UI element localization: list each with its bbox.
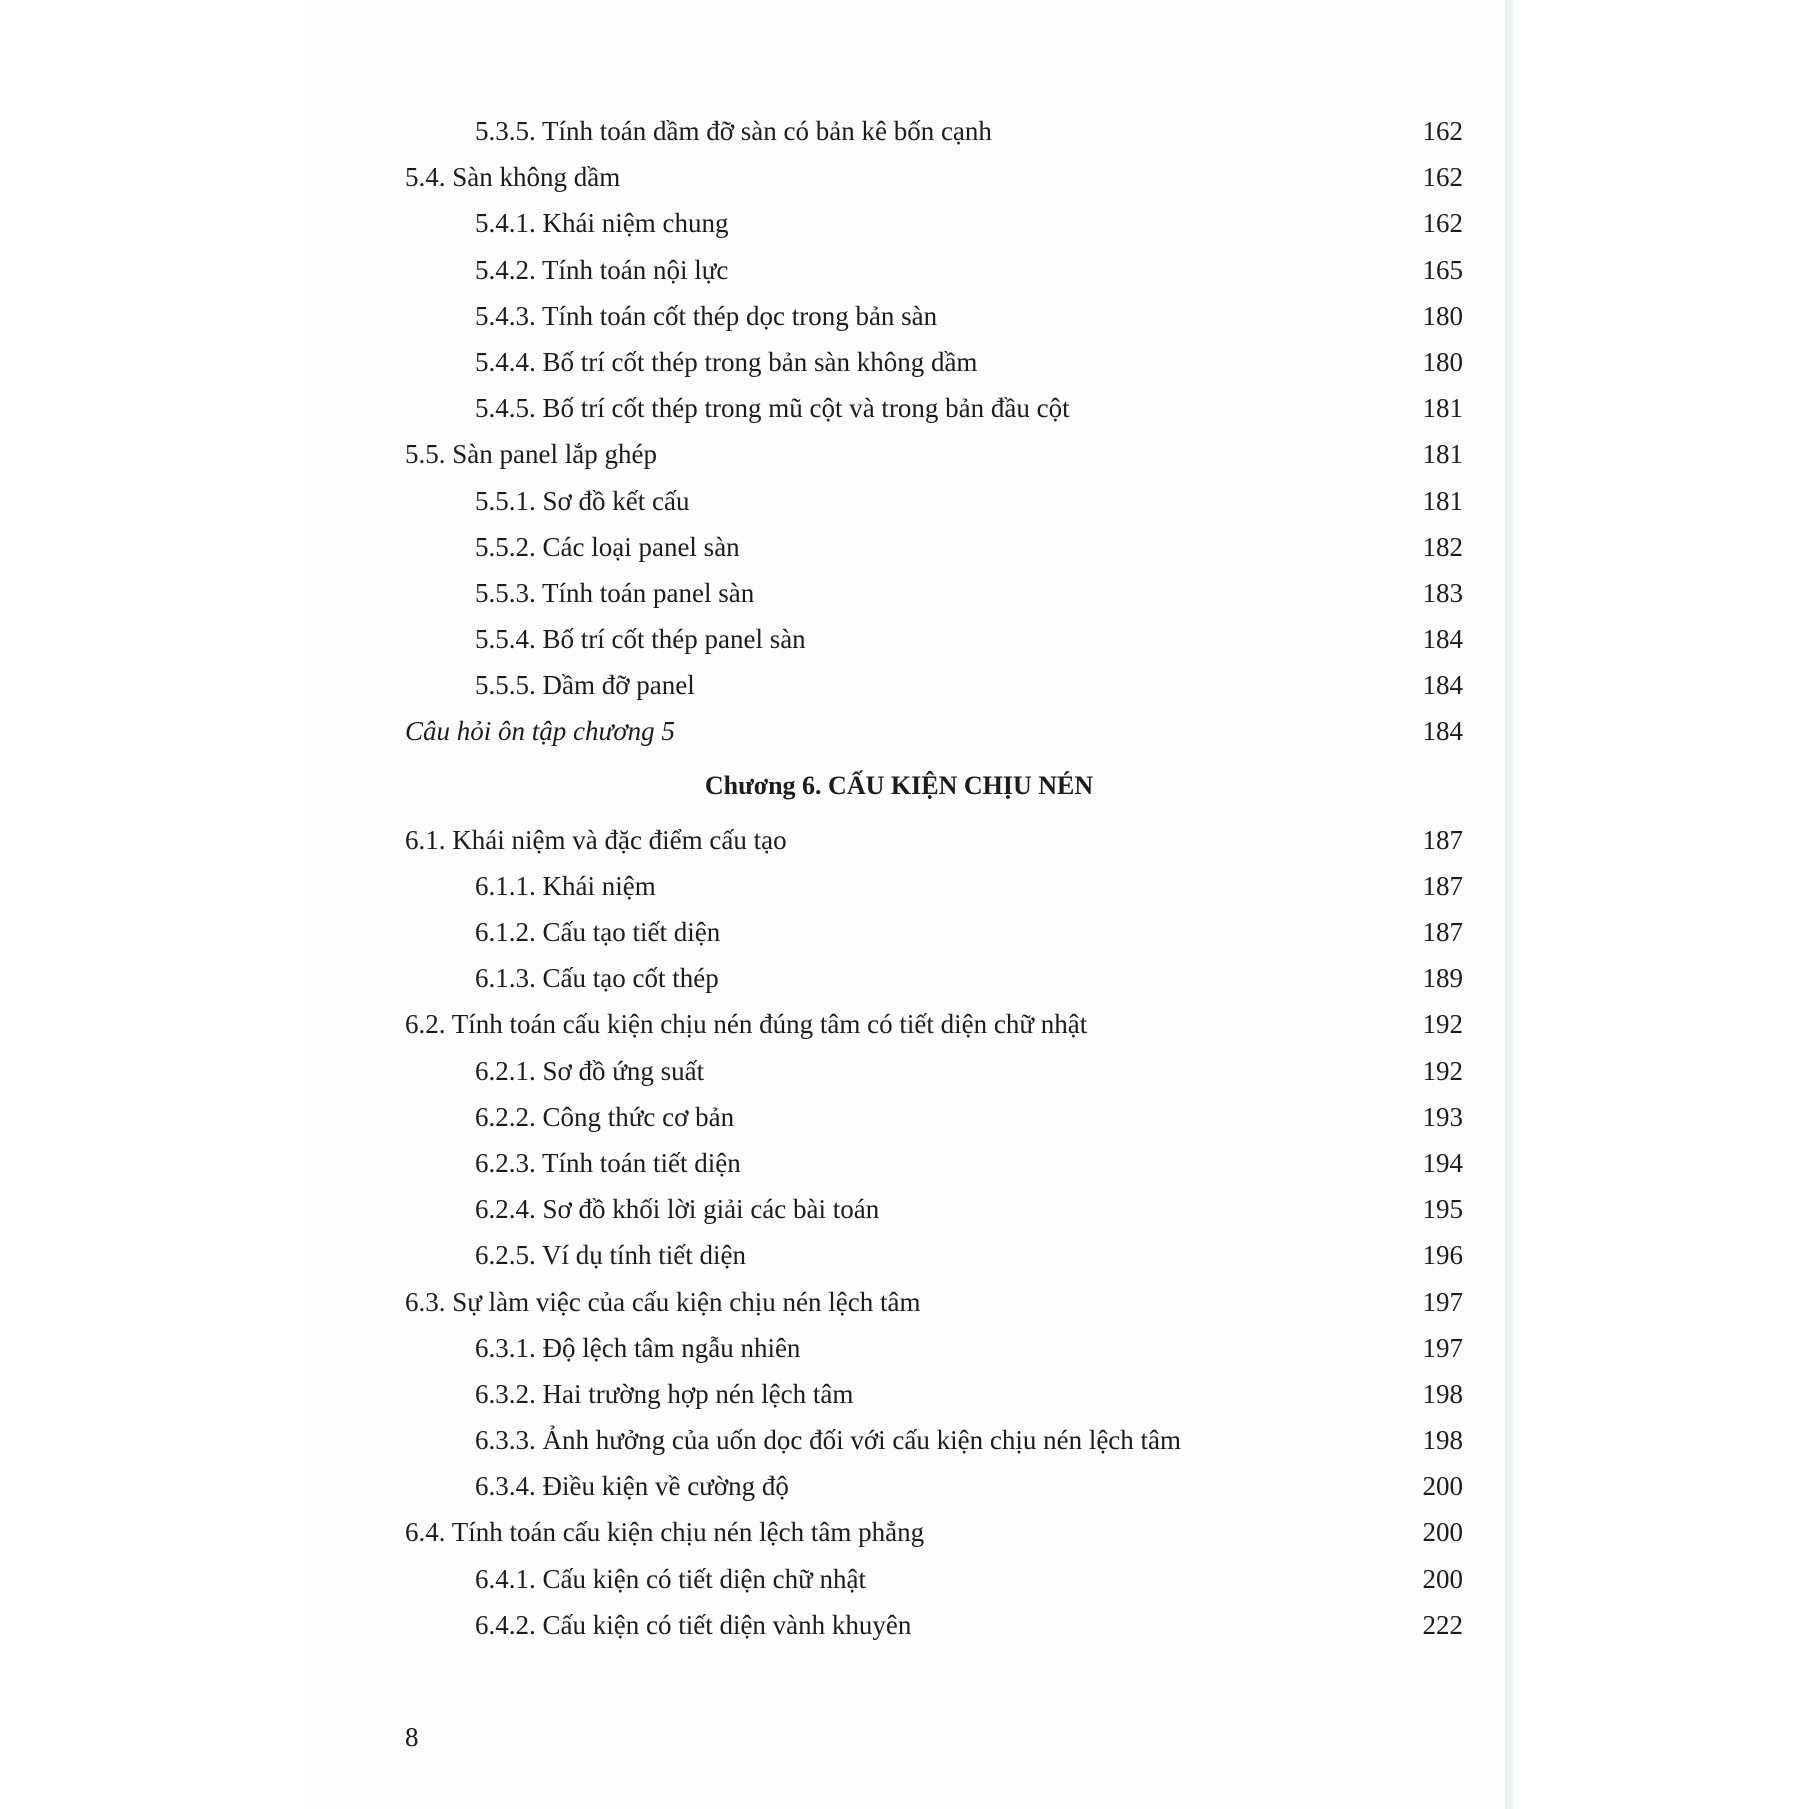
toc-entry <box>405 570 1463 616</box>
toc-entry <box>405 1140 1463 1186</box>
toc-entry-page: 200 <box>1422 1563 1463 1594</box>
toc-entry <box>405 817 1463 863</box>
toc-entry-page: 197 <box>1422 1286 1463 1317</box>
toc-entry-page: 162 <box>1422 208 1463 239</box>
toc-entry <box>405 1463 1463 1509</box>
toc-entry-label: 5.5.4. Bố trí cốt thép panel sàn <box>475 624 806 655</box>
toc-entry-page: 182 <box>1422 531 1463 562</box>
toc-entry <box>405 339 1463 385</box>
toc-entry <box>405 1371 1463 1417</box>
toc-entry-label: 6.3.1. Độ lệch tâm ngẫu nhiên <box>475 1332 801 1363</box>
toc-entry-page: 193 <box>1422 1101 1463 1132</box>
toc-entry <box>405 108 1463 154</box>
toc-entry-label: 6.3.4. Điều kiện về cường độ <box>475 1471 789 1502</box>
toc-entry-page: 181 <box>1422 393 1463 424</box>
toc-entry-page: 198 <box>1422 1425 1463 1456</box>
chapter-heading <box>405 755 1463 817</box>
toc-entry <box>405 1094 1463 1140</box>
toc-entry-page: 165 <box>1422 254 1463 285</box>
toc-entry <box>405 1417 1463 1463</box>
toc-entry-page: 184 <box>1422 716 1463 747</box>
toc-entry-page: 200 <box>1422 1517 1463 1548</box>
toc-entry-page: 192 <box>1422 1055 1463 1086</box>
toc-entry-label: 6.3. Sự làm việc của cấu kiện chịu nén lệch tâm <box>405 1286 921 1317</box>
toc-entry-label: 6.4.1. Cấu kiện có tiết diện chữ nhật <box>475 1563 867 1594</box>
toc-entry-label: 5.5.1. Sơ đồ kết cấu <box>475 485 690 516</box>
toc-entry <box>405 1279 1463 1325</box>
toc-entry-label: Câu hỏi ôn tập chương 5 <box>405 716 675 747</box>
toc-entry-label: 6.2.2. Công thức cơ bản <box>475 1101 735 1132</box>
toc-entry-label: 5.4. Sàn không dầm <box>405 162 621 193</box>
toc-entry-label: 5.4.1. Khái niệm chung <box>475 208 729 239</box>
toc-entry <box>405 1325 1463 1371</box>
toc-entry-page: 187 <box>1422 870 1463 901</box>
toc-entry <box>405 200 1463 246</box>
toc-entry <box>405 1001 1463 1047</box>
toc-entry <box>405 524 1463 570</box>
toc-entry-page: 187 <box>1422 917 1463 947</box>
toc-entry-page: 194 <box>1422 1147 1463 1178</box>
toc-entry-page: 192 <box>1422 1009 1463 1040</box>
toc-entry-page: 162 <box>1422 116 1463 146</box>
toc-entry-label: 6.2.1. Sơ đồ ứng suất <box>475 1055 705 1086</box>
toc-entry-label: 5.5.3. Tính toán panel sàn <box>475 577 755 608</box>
toc-entry-page: 187 <box>1422 824 1463 855</box>
toc-entry-label: 5.4.5. Bố trí cốt thép trong mũ cột và trong bản đầu cột <box>475 393 1070 424</box>
toc-entry <box>405 1509 1463 1555</box>
toc-entry <box>405 247 1463 293</box>
toc-entry-label: 5.5. Sàn panel lắp ghép <box>405 439 657 470</box>
toc-entry <box>405 1232 1463 1278</box>
toc-entry-page: 198 <box>1422 1378 1463 1409</box>
table-of-contents <box>405 108 1463 1648</box>
toc-entry <box>405 1048 1463 1094</box>
toc-entry-label: 6.3.2. Hai trường hợp nén lệch tâm <box>475 1378 854 1409</box>
toc-entry-page: 200 <box>1422 1471 1463 1502</box>
toc-entry-label: 6.1.3. Cấu tạo cốt thép <box>475 963 719 994</box>
page-number: 8 <box>405 1722 419 1752</box>
toc-entry-label: 5.4.3. Tính toán cốt thép dọc trong bản sàn <box>475 300 938 331</box>
toc-entry-label: 6.1. Khái niệm và đặc điểm cấu tạo <box>405 824 787 855</box>
toc-entry <box>405 863 1463 909</box>
toc-entry-label: 6.1.2. Cấu tạo tiết diện <box>475 917 721 947</box>
toc-entry-page: 180 <box>1422 300 1463 331</box>
page-edge <box>1505 0 1513 1809</box>
toc-entry-label: 6.2.4. Sơ đồ khối lời giải các bài toán <box>475 1194 880 1225</box>
toc-entry <box>405 478 1463 524</box>
toc-entry-page: 197 <box>1422 1332 1463 1363</box>
toc-entry <box>405 293 1463 339</box>
toc-entry-label: 6.1.1. Khái niệm <box>475 870 656 901</box>
toc-entry <box>405 154 1463 200</box>
toc-entry-page: 184 <box>1422 670 1463 701</box>
toc-entry-label: 5.3.5. Tính toán dầm đỡ sàn có bản kê bốn cạnh <box>475 116 992 146</box>
toc-entry <box>405 1186 1463 1232</box>
toc-entry <box>405 1556 1463 1602</box>
toc-entry-page: 184 <box>1422 624 1463 655</box>
toc-entry-page: 196 <box>1422 1240 1463 1271</box>
toc-entry-page: 181 <box>1422 485 1463 516</box>
toc-entry <box>405 662 1463 708</box>
toc-entry-label: 6.4. Tính toán cấu kiện chịu nén lệch tâm phẳng <box>405 1517 925 1548</box>
toc-entry <box>405 955 1463 1001</box>
toc-entry <box>405 1602 1463 1648</box>
toc-entry-page: 181 <box>1422 439 1463 470</box>
toc-entry-label: 5.5.2. Các loại panel sàn <box>475 531 740 562</box>
toc-entry-label: 5.5.5. Dầm đỡ panel <box>475 670 695 701</box>
toc-entry-label: 6.2.3. Tính toán tiết diện <box>475 1147 741 1178</box>
toc-entry-label: 5.4.4. Bố trí cốt thép trong bản sàn không dầm <box>475 346 978 377</box>
toc-entry-label: 6.4.2. Cấu kiện có tiết diện vành khuyên <box>475 1609 912 1640</box>
toc-entry-label: 6.2.5. Ví dụ tính tiết diện <box>475 1240 746 1271</box>
toc-entry-label: 5.4.2. Tính toán nội lực <box>475 254 729 285</box>
toc-entry-page: 180 <box>1422 346 1463 377</box>
toc-entry <box>405 909 1463 955</box>
toc-entry-page: 195 <box>1422 1194 1463 1225</box>
toc-entry-label: Chương 6. CẤU KIỆN CHỊU NÉN <box>704 770 1094 800</box>
toc-entry-page: 222 <box>1422 1609 1463 1640</box>
toc-entry-label: 6.2. Tính toán cấu kiện chịu nén đúng tâm có tiết diện chữ nhật <box>405 1009 1088 1040</box>
toc-entry <box>405 708 1463 754</box>
toc-entry <box>405 431 1463 477</box>
toc-entry <box>405 616 1463 662</box>
toc-entry-label: 6.3.3. Ảnh hưởng của uốn dọc đối với cấu kiện chịu nén lệch tâm <box>475 1425 1182 1456</box>
toc-entry-page: 189 <box>1422 963 1463 994</box>
toc-entry <box>405 385 1463 431</box>
toc-entry-page: 183 <box>1422 577 1463 608</box>
toc-entry-page: 162 <box>1422 162 1463 193</box>
